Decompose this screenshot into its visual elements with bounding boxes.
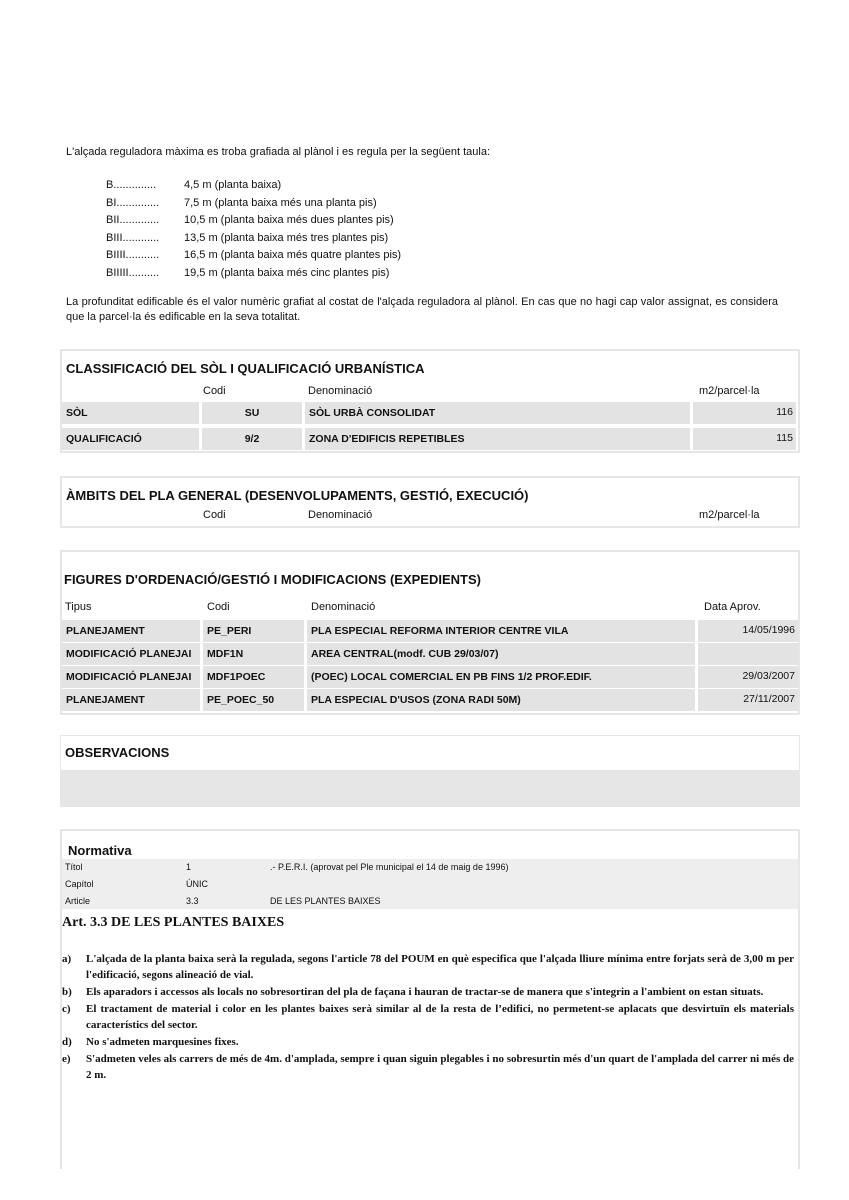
table-row <box>62 689 798 711</box>
header-denominacio: Denominació <box>308 385 373 397</box>
row-tipus: PLANEJAMENT <box>62 689 200 711</box>
meta-label: Títol <box>65 862 83 872</box>
meta-code: 1 <box>186 862 192 872</box>
row-denominacio: PLA ESPECIAL D'USOS (ZONA RADI 50M) <box>307 689 695 711</box>
normativa-title: Normativa <box>68 843 132 858</box>
heights-row <box>106 247 401 265</box>
header-codi: Codi <box>203 509 226 521</box>
header-denominacio: Denominació <box>308 509 373 521</box>
item-text: El tractament de material i color en les plantes baixes serà similar al de la resta de l’edifici, no permetent-se aplacats que desvirtuïn els materials característics del sector. <box>86 1003 794 1031</box>
header-m2: m2/parcel·la <box>699 385 760 397</box>
row-codi: PE_PERI <box>203 620 304 642</box>
row-codi: MDF1POEC <box>203 666 304 688</box>
table-row <box>62 402 796 424</box>
header-codi: Codi <box>207 601 230 613</box>
height-value: 10,5 m (planta baixa més dues plantes pis) <box>184 214 394 227</box>
header-tipus: Tipus <box>65 601 92 613</box>
item-text: L'alçada de la planta baixa serà la regulada, segons l'article 78 del POUM en què especifica que l'alçada lliure mínima entre forjats serà de 3,00 m per l'edificació, segons alineació de vial. <box>86 953 794 981</box>
row-codi: 9/2 <box>202 428 302 450</box>
item-letter: a) <box>62 953 72 965</box>
normativa-section <box>60 829 800 1169</box>
header-codi: Codi <box>203 385 226 397</box>
ambits-title: ÀMBITS DEL PLA GENERAL (DESENVOLUPAMENTS, GESTIÓ, EXECUCIÓ) <box>66 488 529 503</box>
row-tipus: MODIFICACIÓ PLANEJAI <box>62 666 200 688</box>
item-text: Els aparadors i accessos als locals no sobresortiran del pla de façana i hauran de tractar-se de manera que s'integrin a l'ambient on estan situats. <box>86 986 764 998</box>
item-letter: e) <box>62 1053 71 1065</box>
item-text: S'admeten veles als carrers de més de 4m. d'amplada, sempre i quan siguin plegables i no sobresurtin més d'un quart de l'amplada del carrer ni més de 2 m. <box>86 1053 794 1081</box>
row-denominacio: AREA CENTRAL(modf. CUB 29/03/07) <box>307 643 695 665</box>
heights-row <box>106 177 401 195</box>
heights-row <box>106 212 401 230</box>
item-letter: b) <box>62 986 72 998</box>
heights-row <box>106 265 401 283</box>
item-text: No s'admeten marquesines fixes. <box>86 1036 239 1048</box>
row-m2: 116 <box>693 402 796 424</box>
row-codi: MDF1N <box>203 643 304 665</box>
header-m2: m2/parcel·la <box>699 509 760 521</box>
height-value: 7,5 m (planta baixa més una planta pis) <box>184 196 377 209</box>
list-item <box>62 1034 794 1050</box>
row-tipus: PLANEJAMENT <box>62 620 200 642</box>
meta-code: 3.3 <box>186 896 199 906</box>
heights-row <box>106 195 401 213</box>
height-code: BI.............. <box>106 196 160 209</box>
table-row <box>62 428 796 450</box>
meta-text: .- P.E.R.I. (aprovat pel Ple municipal el 14 de maig de 1996) <box>270 862 509 872</box>
observacions-title: OBSERVACIONS <box>65 745 170 760</box>
row-m2: 115 <box>693 428 796 450</box>
intro-text: L'alçada reguladora màxima es troba grafiada al plànol i es regula per la següent taula: <box>66 146 491 158</box>
meta-label: Capítol <box>65 879 94 889</box>
observacions-section <box>60 735 800 807</box>
list-item <box>62 1001 794 1033</box>
height-value: 13,5 m (planta baixa més tres plantes pis) <box>184 231 389 244</box>
height-code: BII............. <box>106 214 160 227</box>
row-codi: PE_POEC_50 <box>203 689 304 711</box>
header-data: Data Aprov. <box>704 601 761 613</box>
article-title: Art. 3.3 DE LES PLANTES BAIXES <box>62 915 285 930</box>
table-row <box>62 666 798 688</box>
height-code: BIIIII.......... <box>106 266 160 279</box>
classificacio-title: CLASSIFICACIÓ DEL SÒL I QUALIFICACIÓ URBANÍSTICA <box>66 361 425 376</box>
row-denominacio: PLA ESPECIAL REFORMA INTERIOR CENTRE VILA <box>307 620 695 642</box>
article-items <box>62 951 794 1084</box>
figures-section <box>60 550 800 715</box>
height-value: 4,5 m (planta baixa) <box>184 179 282 191</box>
height-code: BIIII........... <box>106 249 160 262</box>
meta-label: Article <box>65 896 91 906</box>
ambits-section <box>60 476 800 528</box>
height-code: BIII............ <box>106 231 160 244</box>
table-row <box>62 620 798 642</box>
row-codi: SU <box>202 402 302 424</box>
figures-title: FIGURES D'ORDENACIÓ/GESTIÓ I MODIFICACIONS (EXPEDIENTS) <box>64 572 481 587</box>
meta-code: ÚNIC <box>186 879 208 889</box>
meta-text: DE LES PLANTES BAIXES <box>270 896 381 906</box>
row-data <box>698 643 798 665</box>
heights-table <box>106 177 401 283</box>
depth-paragraph: La profunditat edificable és el valor numèric grafiat al costat de l'alçada reguladora al plànol. En cas que no hagi cap valor assignat, es considera que la parcel·la és edificable en la seva totalitat. <box>66 296 778 323</box>
row-label: SÒL <box>62 402 199 424</box>
row-denominacio: (POEC) LOCAL COMERCIAL EN PB FINS 1/2 PROF.EDIF. <box>307 666 695 688</box>
row-label: QUALIFICACIÓ <box>62 428 199 450</box>
row-tipus: MODIFICACIÓ PLANEJAI <box>62 643 200 665</box>
observacions-content <box>61 770 799 806</box>
height-value: 16,5 m (planta baixa més quatre plantes pis) <box>184 249 402 262</box>
heights-row <box>106 230 401 248</box>
height-code: B.............. <box>106 179 157 191</box>
normativa-meta <box>62 859 798 909</box>
height-value: 19,5 m (planta baixa més cinc plantes pis) <box>184 266 390 279</box>
row-denominacio: ZONA D'EDIFICIS REPETIBLES <box>305 428 690 450</box>
row-denominacio: SÒL URBÀ CONSOLIDAT <box>305 402 690 424</box>
list-item <box>62 951 794 983</box>
list-item <box>62 1051 794 1083</box>
classificacio-section <box>60 349 800 453</box>
row-data: 27/11/2007 <box>698 689 798 711</box>
header-denominacio: Denominació <box>311 601 376 613</box>
list-item <box>62 984 794 1000</box>
item-letter: c) <box>62 1003 71 1015</box>
row-data: 29/03/2007 <box>698 666 798 688</box>
table-row <box>62 643 798 665</box>
row-data: 14/05/1996 <box>698 620 798 642</box>
item-letter: d) <box>62 1036 72 1048</box>
